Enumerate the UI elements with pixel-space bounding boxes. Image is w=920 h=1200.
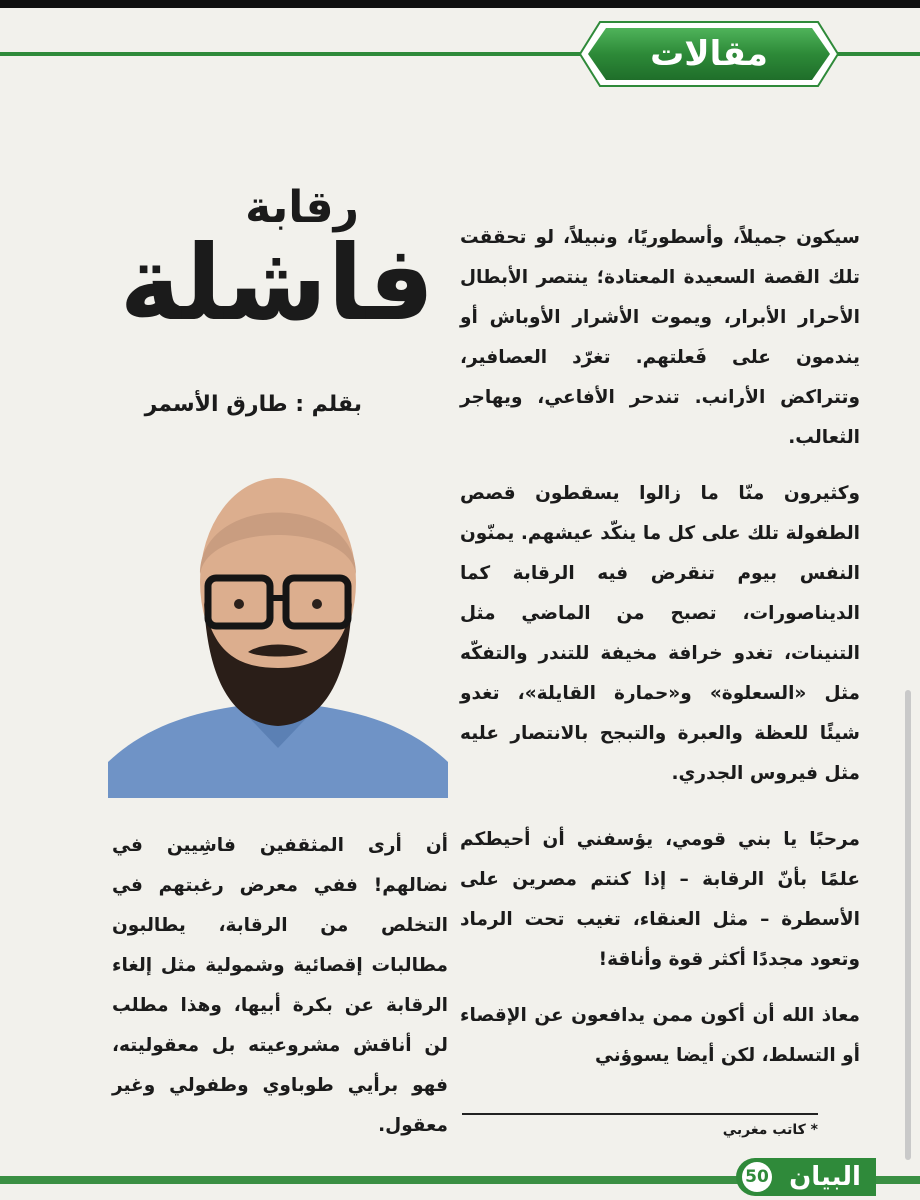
scrollbar[interactable] xyxy=(905,690,911,1160)
body-paragraph-left: أن أرى المثقفين فاشِيين في نضالهم! ففي معرض رغبتهم في التخلص من الرقابة، يطالبون مطالبات إقصائية وشمولية مثل إلغاء الرقابة عن بكرة أبيها، وهذا مطلب لن أناقش مشروعيته بل معقوليته، فهو برأيي طوباوي وطفولي وغير معقول. xyxy=(112,835,448,1136)
body-paragraph: معاذ الله أن أكون ممن يدافعون عن الإقصاء أو التسلط، لكن أيضا يسوؤني xyxy=(460,1005,860,1066)
body-paragraph: سيكون جميلاً، وأسطوريًا، ونبيلاً، لو تحققت تلك القصة السعيدة المعتادة؛ ينتصر الأبطال الأحرار الأبرار، ويموت الأشرار الأوباش أو يندمون على فَعلتهم. تغرّد العصافير، وتتراكض الأرانب. تندحر الأفاعي، ويهاجر الثعالب. xyxy=(460,227,860,448)
footnote-rule xyxy=(462,1113,818,1115)
section-tab xyxy=(578,20,840,88)
body-paragraph: وكثيرون منّا ما زالوا يسقطون قصص الطفولة تلك على كل ما ينكّد عيشهم. يمنّون النفس بيوم تنقرض فيه الرقابة كما الديناصورات، تصبح من الماضي مثل التنينات، تغدو خرافة مخيفة للتندر والتفكّه مثل «السعلوة» و«حمارة القايلة»، تغدو شيئًا للعظة والعبرة والتبجح بالانتصار عليه مثل فيروس الجدري. xyxy=(460,483,860,784)
author-photo xyxy=(108,462,448,798)
page-number: 50 xyxy=(742,1162,772,1192)
article-title-main: فاشلة xyxy=(119,222,435,344)
body-paragraph: مرحبًا يا بني قومي، يؤسفني أن أحيطكم علمًا بأنّ الرقابة – إذا كنتم مصرين على الأسطرة – مثل العنقاء، تغيب تحت الرماد وتعود مجددًا أكثر قوة وأناقة! xyxy=(460,829,860,970)
article-byline: بقلم : طارق الأسمر xyxy=(144,392,362,417)
section-label: مقالات xyxy=(650,34,768,74)
magazine-logo: البيان xyxy=(789,1162,861,1192)
article-title-small: رقابة xyxy=(245,182,359,233)
author-footnote: * كاتب مغربي xyxy=(722,1122,818,1138)
top-border xyxy=(0,0,920,8)
